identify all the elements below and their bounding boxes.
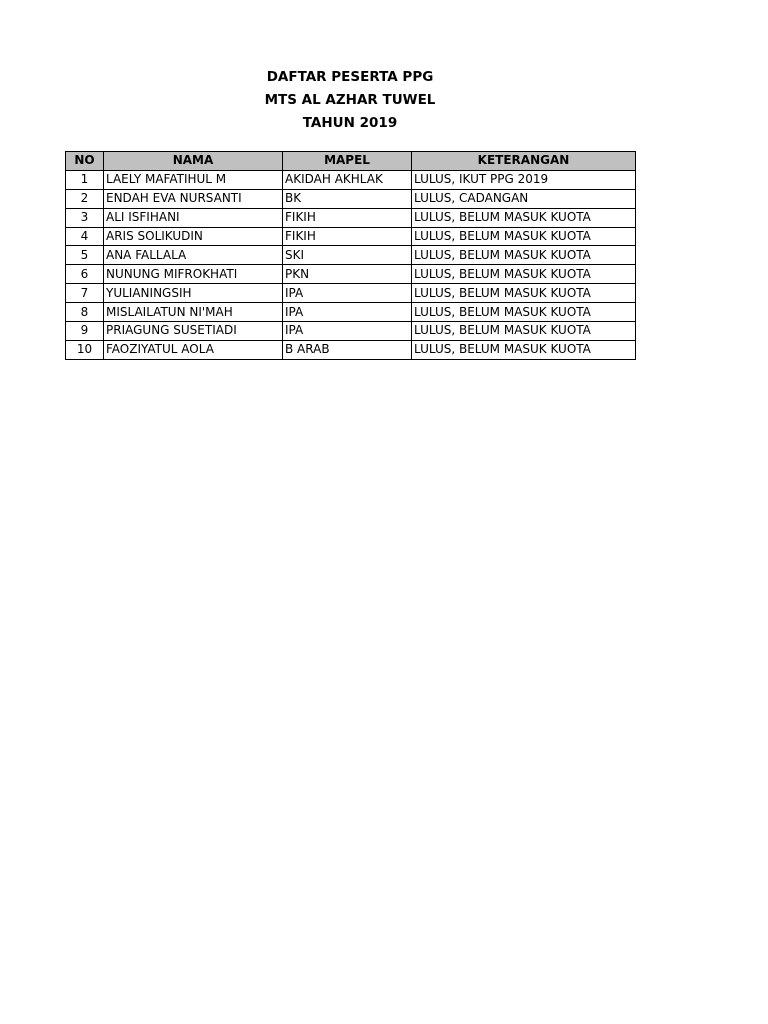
cell-nama: MISLAILATUN NI'MAH: [104, 303, 283, 322]
table-row: [66, 208, 636, 227]
participant-table: [65, 151, 636, 360]
cell-no: 4: [66, 227, 104, 246]
cell-mapel: IPA: [283, 284, 412, 303]
cell-nama: NUNUNG MIFROKHATI: [104, 265, 283, 284]
cell-mapel: B ARAB: [283, 340, 412, 359]
cell-nama: PRIAGUNG SUSETIADI: [104, 322, 283, 341]
cell-no: 1: [66, 170, 104, 189]
cell-keterangan: LULUS, IKUT PPG 2019: [412, 170, 636, 189]
cell-keterangan: LULUS, BELUM MASUK KUOTA: [412, 284, 636, 303]
cell-no: 2: [66, 189, 104, 208]
document-title: [250, 66, 450, 135]
table-row: [66, 303, 636, 322]
cell-nama: ARIS SOLIKUDIN: [104, 227, 283, 246]
title-line-1: DAFTAR PESERTA PPG: [266, 69, 434, 85]
cell-no: 3: [66, 208, 104, 227]
cell-nama: YULIANINGSIH: [104, 284, 283, 303]
title-line-2: MTS AL AZHAR TUWEL: [264, 92, 436, 108]
cell-keterangan: LULUS, BELUM MASUK KUOTA: [412, 322, 636, 341]
cell-keterangan: LULUS, BELUM MASUK KUOTA: [412, 246, 636, 265]
table-row: [66, 189, 636, 208]
table-row: [66, 284, 636, 303]
cell-mapel: PKN: [283, 265, 412, 284]
cell-mapel: BK: [283, 189, 412, 208]
table-row: [66, 340, 636, 359]
header-nama: NAMA: [104, 152, 283, 171]
cell-keterangan: LULUS, BELUM MASUK KUOTA: [412, 340, 636, 359]
header-keterangan: KETERANGAN: [412, 152, 636, 171]
cell-mapel: IPA: [283, 322, 412, 341]
cell-keterangan: LULUS, BELUM MASUK KUOTA: [412, 208, 636, 227]
cell-mapel: FIKIH: [283, 227, 412, 246]
table-row: [66, 246, 636, 265]
cell-mapel: SKI: [283, 246, 412, 265]
cell-nama: FAOZIYATUL AOLA: [104, 340, 283, 359]
cell-mapel: AKIDAH AKHLAK: [283, 170, 412, 189]
header-no: NO: [66, 152, 104, 171]
cell-no: 8: [66, 303, 104, 322]
cell-no: 6: [66, 265, 104, 284]
cell-nama: LAELY MAFATIHUL M: [104, 170, 283, 189]
cell-no: 7: [66, 284, 104, 303]
table-row: [66, 322, 636, 341]
title-line-3: TAHUN 2019: [302, 115, 398, 131]
cell-no: 5: [66, 246, 104, 265]
table-header-row: [66, 152, 636, 171]
cell-nama: ALI ISFIHANI: [104, 208, 283, 227]
cell-no: 10: [66, 340, 104, 359]
cell-keterangan: LULUS, BELUM MASUK KUOTA: [412, 265, 636, 284]
cell-mapel: FIKIH: [283, 208, 412, 227]
header-mapel: MAPEL: [283, 152, 412, 171]
cell-keterangan: LULUS, CADANGAN: [412, 189, 636, 208]
cell-nama: ENDAH EVA NURSANTI: [104, 189, 283, 208]
cell-keterangan: LULUS, BELUM MASUK KUOTA: [412, 303, 636, 322]
cell-nama: ANA FALLALA: [104, 246, 283, 265]
table-body: [66, 170, 636, 359]
cell-keterangan: LULUS, BELUM MASUK KUOTA: [412, 227, 636, 246]
cell-mapel: IPA: [283, 303, 412, 322]
cell-no: 9: [66, 322, 104, 341]
table-row: [66, 170, 636, 189]
table-row: [66, 265, 636, 284]
table-row: [66, 227, 636, 246]
